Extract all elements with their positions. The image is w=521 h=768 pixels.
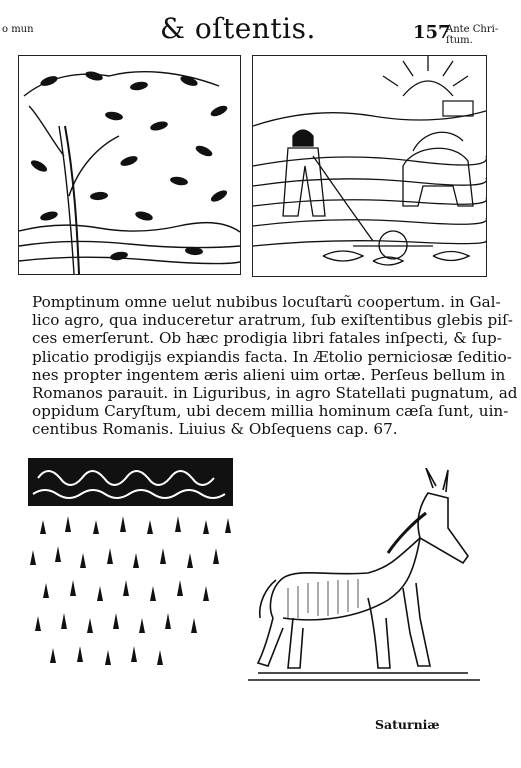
body-text-line: plicatio prodigijs expiandis facta. In Ætolio perniciosæ ſeditio-	[32, 347, 512, 366]
woodcut-mule	[248, 468, 480, 690]
woodcut-locusts	[18, 55, 241, 275]
body-text-line: Romanos parauit. in Liguribus, in agro Statellati pugnatum, ad	[32, 384, 518, 403]
woodcut-ploughman	[252, 55, 487, 277]
margin-note-line: Ante Chri-	[446, 24, 499, 35]
woodcut-rain-cloud	[18, 458, 240, 678]
margin-note-line: ſtum.	[446, 35, 473, 46]
body-text-line: ces emerſerunt. Ob hæc prodigia libri fatales inſpecti, & ſup-	[32, 329, 502, 348]
page-number: 157	[413, 22, 451, 43]
body-text	[32, 293, 518, 439]
body-text-line: lico agro, qua induceretur aratrum, ſub exiſtentibus glebis piſ-	[32, 311, 513, 330]
body-text-line: Pomptinum omne uelut nubibus locuſtarũ coopertum. in Gal-	[32, 293, 501, 311]
running-head: & oſtentis.	[160, 12, 316, 45]
margin-note	[446, 24, 521, 46]
figure-caption: Saturniæ	[375, 717, 440, 732]
body-text-line: centibus Romanis. Liuius & Obſequens cap. 67.	[32, 420, 398, 439]
left-margin-fragment: o mun	[2, 24, 34, 35]
body-text-line: oppidum Caryſtum, ubi decem millia hominum cæſa ſunt, uin-	[32, 402, 509, 421]
body-text-line: nes propter ingentem æris alieni uim ortæ. Perſeus bellum in	[32, 365, 506, 384]
